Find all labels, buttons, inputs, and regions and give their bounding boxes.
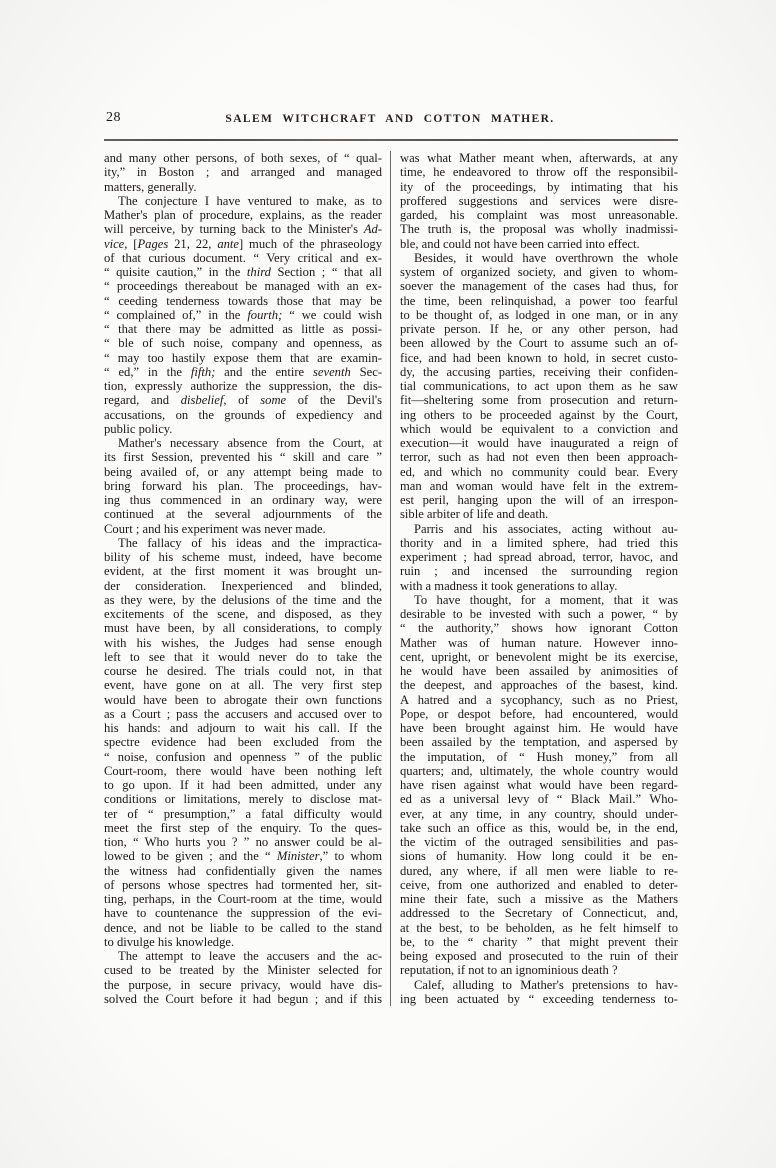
text-line: would have been to abrogate their own functions xyxy=(104,692,382,707)
text-line: experiment ; had spread abroad, terror, havoc, and xyxy=(400,550,678,564)
text-line: ter of “ presumption,” a fatal difficulty would xyxy=(104,806,382,821)
text-line: The truth is, the proposal was wholly inadmissi- xyxy=(400,222,678,237)
column-divider xyxy=(390,151,391,1006)
text-line: left to see that it would never do to take the xyxy=(104,649,382,664)
text-line: tion, “ Who hurts you ? ” no answer could be al- xyxy=(104,835,382,849)
text-line: “ the authority,” shows how ignorant Cotton xyxy=(400,621,678,636)
text-line: “ that there may be admitted as little as possi- xyxy=(104,322,382,336)
text-line: Calef, alluding to Mather's pretensions to hav- xyxy=(414,977,678,992)
text-line: “ ble of such noise, company and openness, as xyxy=(104,336,382,351)
text-line: at the best, to be beholden, as he felt himself to xyxy=(400,920,678,935)
text-line: private person. If he, or any other person, had xyxy=(400,322,678,336)
text-line: must have been, by all considerations, to comply xyxy=(104,621,382,636)
text-line: and many other persons, of both sexes, of “ qual- xyxy=(104,151,382,165)
text-line: ity,” in Boston ; and arranged and managed xyxy=(104,165,382,180)
text-line: cused to be treated by the Minister selected for xyxy=(104,963,382,978)
text-line: addressed to the Secretary of Connecticut, and, xyxy=(400,906,678,921)
text-line: fice, and had been known to hold, in secret custo- xyxy=(400,350,678,365)
text-line: Parris and his associates, acting without au- xyxy=(414,521,678,536)
text-line: vice, [Pages 21, 22, ante] much of the phraseology xyxy=(104,236,383,251)
page-header xyxy=(104,108,676,130)
text-line: Mather was of human nature. However inno- xyxy=(400,635,678,650)
text-line: will perceive, by turning back to the Minister's Ad- xyxy=(104,222,382,237)
text-line: ever, at any time, in any country, should under- xyxy=(400,806,678,821)
text-line: A hatred and a sycophancy, such as no Priest, xyxy=(400,692,678,707)
text-line: which would be equivalent to a conviction and xyxy=(400,421,678,436)
text-line: have to countenance the suppression of the evi- xyxy=(104,906,382,921)
text-line: to divulge his knowledge. xyxy=(104,934,235,949)
text-line: The conjecture I have ventured to make, as to xyxy=(118,193,382,208)
text-line: desirable to be invested with such a power, “ by xyxy=(400,607,678,621)
text-line: ing been actuated by “ exceeding tenderness to- xyxy=(400,991,678,1006)
text-line: tion, expressly authorize the suppression, the dis- xyxy=(104,379,382,393)
text-line: ed, and which no community could bear. Every xyxy=(400,464,678,479)
text-line: the purpose, in secure privacy, would have dis- xyxy=(104,977,382,992)
text-line: der consideration. Inexperienced and blinded, xyxy=(104,578,382,593)
text-line: ruin ; and incensed the surrounding region xyxy=(400,564,678,579)
text-line: the time, been relinquishad, a power too fearful xyxy=(400,293,678,308)
text-line: fit—sheltering some from prosecution and return- xyxy=(400,393,678,408)
text-line: sions of humanity. How long could it be en- xyxy=(400,849,678,864)
page-number: 28 xyxy=(106,110,121,125)
text-line: with a madness it took generations to allay. xyxy=(400,578,618,593)
text-line: To have thought, for a moment, that it was xyxy=(414,592,678,607)
text-line: of persons whose spectres had tormented her, sit- xyxy=(104,877,382,892)
text-line: dy, the accusing parties, receiving their confiden- xyxy=(400,364,678,379)
text-line: as a Court ; pass the accusers and accused over to xyxy=(104,706,382,721)
text-line: take such an office as this, would be, in the end, xyxy=(400,820,678,835)
text-line: was what Mather meant when, afterwards, at any xyxy=(400,151,678,165)
text-line: being exposed and prosecuted to the ruin of their xyxy=(400,949,678,963)
text-line: “ ed,” in the fifth; and the entire seventh Sec- xyxy=(104,364,382,379)
text-line: Mather's necessary absence from the Court, at xyxy=(118,436,382,450)
text-line: as they were, by the delusions of the time and the xyxy=(104,592,382,607)
text-line: have risen against what would have been regard- xyxy=(400,778,678,792)
text-line: to be thought of, as lodged in one man, or in any xyxy=(400,307,678,322)
text-line: system of organized society, and given to whom- xyxy=(400,265,678,279)
text-line: been assailed by the temptation, and aspersed by xyxy=(400,735,678,750)
text-line: public policy. xyxy=(104,421,173,436)
text-line: Court ; and his experiment was never made. xyxy=(104,521,326,536)
text-line: excitements of the scene, and disposed, as they xyxy=(104,607,382,621)
text-line: thority and in a limited sphere, had tried this xyxy=(400,535,678,550)
text-line: Pope, or despot before, had encountered, would xyxy=(400,706,678,721)
text-line: to go upon. If it had been admitted, under any xyxy=(104,778,382,792)
text-line: dured, any where, if all men were liable to re- xyxy=(400,863,678,878)
text-line: soever the management of the cases had thus, for xyxy=(400,279,678,294)
text-line: quarters; and, ultimately, the whole country would xyxy=(400,763,678,778)
text-line: accusations, on the grounds of expediency and xyxy=(104,407,382,422)
text-line: the imputation, of “ Hush money,” from all xyxy=(400,749,678,764)
text-line: ceive, from one authorized and enabled to deter- xyxy=(400,877,678,892)
text-line: bring forward his plan. The proceedings, hav- xyxy=(104,478,382,493)
text-line: ing others to be proceeded against by the Court, xyxy=(400,407,678,422)
text-line: continued at the several adjournments of the xyxy=(104,507,382,522)
text-line: bility of his scheme must, indeed, have become xyxy=(104,550,382,564)
text-line: mine their fate, such a missive as the Mathers xyxy=(400,892,678,906)
text-line: of that curious document. “ Very critical and ex- xyxy=(104,250,382,265)
text-line: dence, and not be liable to be called to the stand xyxy=(104,920,382,935)
text-line: “ proceedings thereabout be managed with an ex- xyxy=(104,279,382,294)
text-line: man and woman would have felt in the extrem- xyxy=(400,478,678,493)
right-column xyxy=(400,151,678,1006)
text-line: Besides, it would have overthrown the whole xyxy=(414,250,678,265)
text-line: spectre evidence had been excluded from the xyxy=(104,735,382,750)
text-line: execution—it would have inaugurated a reign of xyxy=(400,436,678,450)
text-line: terror, such as had not even then been approach- xyxy=(400,450,678,465)
text-line: reputation, if not to an ignominious death ? xyxy=(400,963,618,978)
text-line: ed as a universal levy of “ Black Mail.” Who- xyxy=(400,792,678,807)
text-line: The fallacy of his ideas and the impractica- xyxy=(118,535,382,550)
text-line: the deepest, and approaches of the basest, kind. xyxy=(400,678,678,693)
text-line: be, to the “ charity ” that might prevent their xyxy=(400,934,678,949)
text-line: course he desired. The trials could not, in that xyxy=(104,664,382,678)
text-line: “ complained of,” in the fourth; “ we could wish xyxy=(104,307,382,322)
text-line: cent, upright, or benevolent might be its exercise, xyxy=(400,649,678,664)
text-line: sible arbiter of life and death. xyxy=(400,507,549,522)
text-line: his hands: and adjourn to wait his call. If the xyxy=(104,721,382,735)
text-line: he would have been assailed by animosities of xyxy=(400,664,678,678)
text-line: the victim of the outraged sensibilities and pas- xyxy=(400,835,678,849)
text-line: event, have gone on at all. The very first step xyxy=(104,678,382,693)
text-line: time, he endeavored to throw off the responsibil- xyxy=(400,165,678,180)
text-line: ity of the proceedings, by intimating that his xyxy=(400,179,678,194)
text-line: matters, generally. xyxy=(104,179,197,194)
text-line: been allowed by the Court to assume such an of- xyxy=(400,336,678,351)
text-line: Mather's plan of procedure, explains, as the reader xyxy=(104,208,382,222)
left-column xyxy=(104,151,382,1006)
text-line: “ noise, confusion and openness ” of the public xyxy=(104,749,382,764)
text-line: the witness had confidentially given the names xyxy=(104,863,382,878)
text-line: “ ceeding tenderness towards those that may be xyxy=(104,293,382,308)
text-line: proffered suggestions and services were disre- xyxy=(400,193,678,208)
text-line: Court-room, there would have been nothing left xyxy=(104,763,382,778)
text-line: “ may too hastily expose them that are examin- xyxy=(104,350,382,365)
text-line: with his wishes, the Judges had sense enough xyxy=(104,635,382,650)
text-line: The attempt to leave the accusers and the ac- xyxy=(118,949,382,963)
text-line: regard, and disbelief, of some of the Devil's xyxy=(104,393,382,408)
running-title: SALEM WITCHCRAFT AND COTTON MATHER. xyxy=(225,113,555,125)
text-line: ing thus commenced in an ordinary way, were xyxy=(104,493,382,507)
text-line: solved the Court before it had begun ; and if this xyxy=(104,991,382,1006)
text-line: est peril, hanging upon the will of an irrespon- xyxy=(400,493,678,507)
text-line: “ quisite caution,” in the third Section ; “ that all xyxy=(104,265,383,279)
text-line: lowed to be given ; and the “ Minister,” to whom xyxy=(104,849,382,864)
text-line: ting, perhaps, in the Court-room at the time, would xyxy=(104,892,382,906)
text-line: ble, and could not have been carried into effect. xyxy=(400,236,640,251)
text-columns xyxy=(104,151,678,1006)
text-line: have been brought against him. He would have xyxy=(400,721,678,735)
text-line: evident, at the first moment it was brought un- xyxy=(104,564,382,579)
text-line: garded, his complaint was most unreasonable. xyxy=(400,208,678,222)
header-rule xyxy=(104,139,678,141)
text-line: its first Session, prevented his “ skill and care ” xyxy=(104,450,382,465)
text-line: tial communications, to act upon them as he saw xyxy=(400,379,678,393)
text-line: meet the first step of the enquiry. To the ques- xyxy=(104,820,382,835)
text-line: conditions or limitations, merely to disclose mat- xyxy=(104,792,382,807)
text-line: being availed of, or any attempt being made to xyxy=(104,464,382,479)
